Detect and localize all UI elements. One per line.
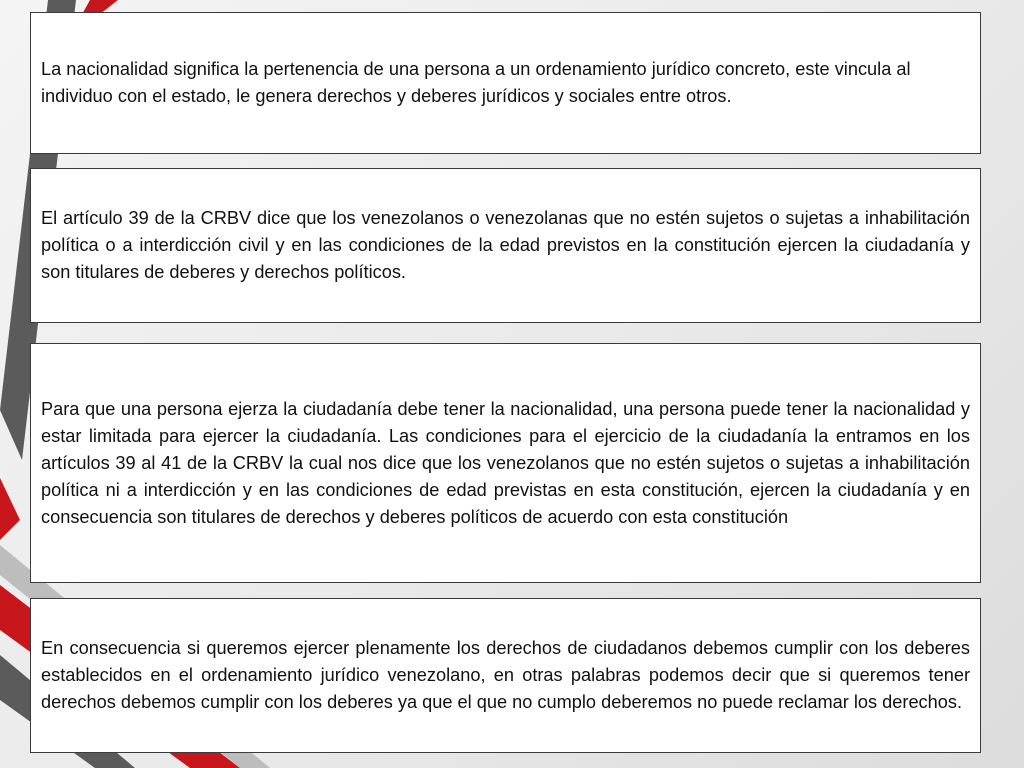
paragraph-nacionalidad: La nacionalidad significa la pertenencia de una persona a un ordenamiento jurídico concreto, este vincula al individuo con el estado, le genera derechos y deberes jurídicos y sociales entre otros.: [41, 59, 911, 106]
paragraph-consecuencia: En consecuencia si queremos ejercer plenamente los derechos de ciudadanos debemos cumplir con los deberes establecidos en el ordenamiento jurídico venezolano, en otras palabras podemos decir que si queremos tener derechos debemos cumplir con los deberes ya que el que no cumplo deberemos no puede reclamar los derechos.: [41, 638, 970, 712]
text-box-ciudadania: [30, 343, 981, 583]
text-box-articulo-39: [30, 168, 981, 323]
paragraph-articulo-39: El artículo 39 de la CRBV dice que los venezolanos o venezolanas que no estén sujetos o sujetas a inhabilitación política o a interdicción civil y en las condiciones de la edad previstos en la constitución ejercen la ciudadanía y son titulares de deberes y derechos políticos.: [41, 208, 970, 282]
text-box-nacionalidad: [30, 12, 981, 154]
text-box-consecuencia: [30, 598, 981, 753]
paragraph-ciudadania: Para que una persona ejerza la ciudadanía debe tener la nacionalidad, una persona puede tener la nacionalidad y estar limitada para ejercer la ciudadanía. Las condiciones para el ejercicio de la ciudadanía la entramos en los artículos 39 al 41 de la CRBV la cual nos dice que los venezolanos que no estén sujetos o sujetas a inhabilitación política ni a interdicción y en las condiciones de edad previstas en esta constitución, ejercen la ciudadanía y en consecuencia son titulares de derechos y deberes políticos de acuerdo con esta constitución: [41, 398, 970, 527]
red-stripe-left: [0, 478, 20, 540]
